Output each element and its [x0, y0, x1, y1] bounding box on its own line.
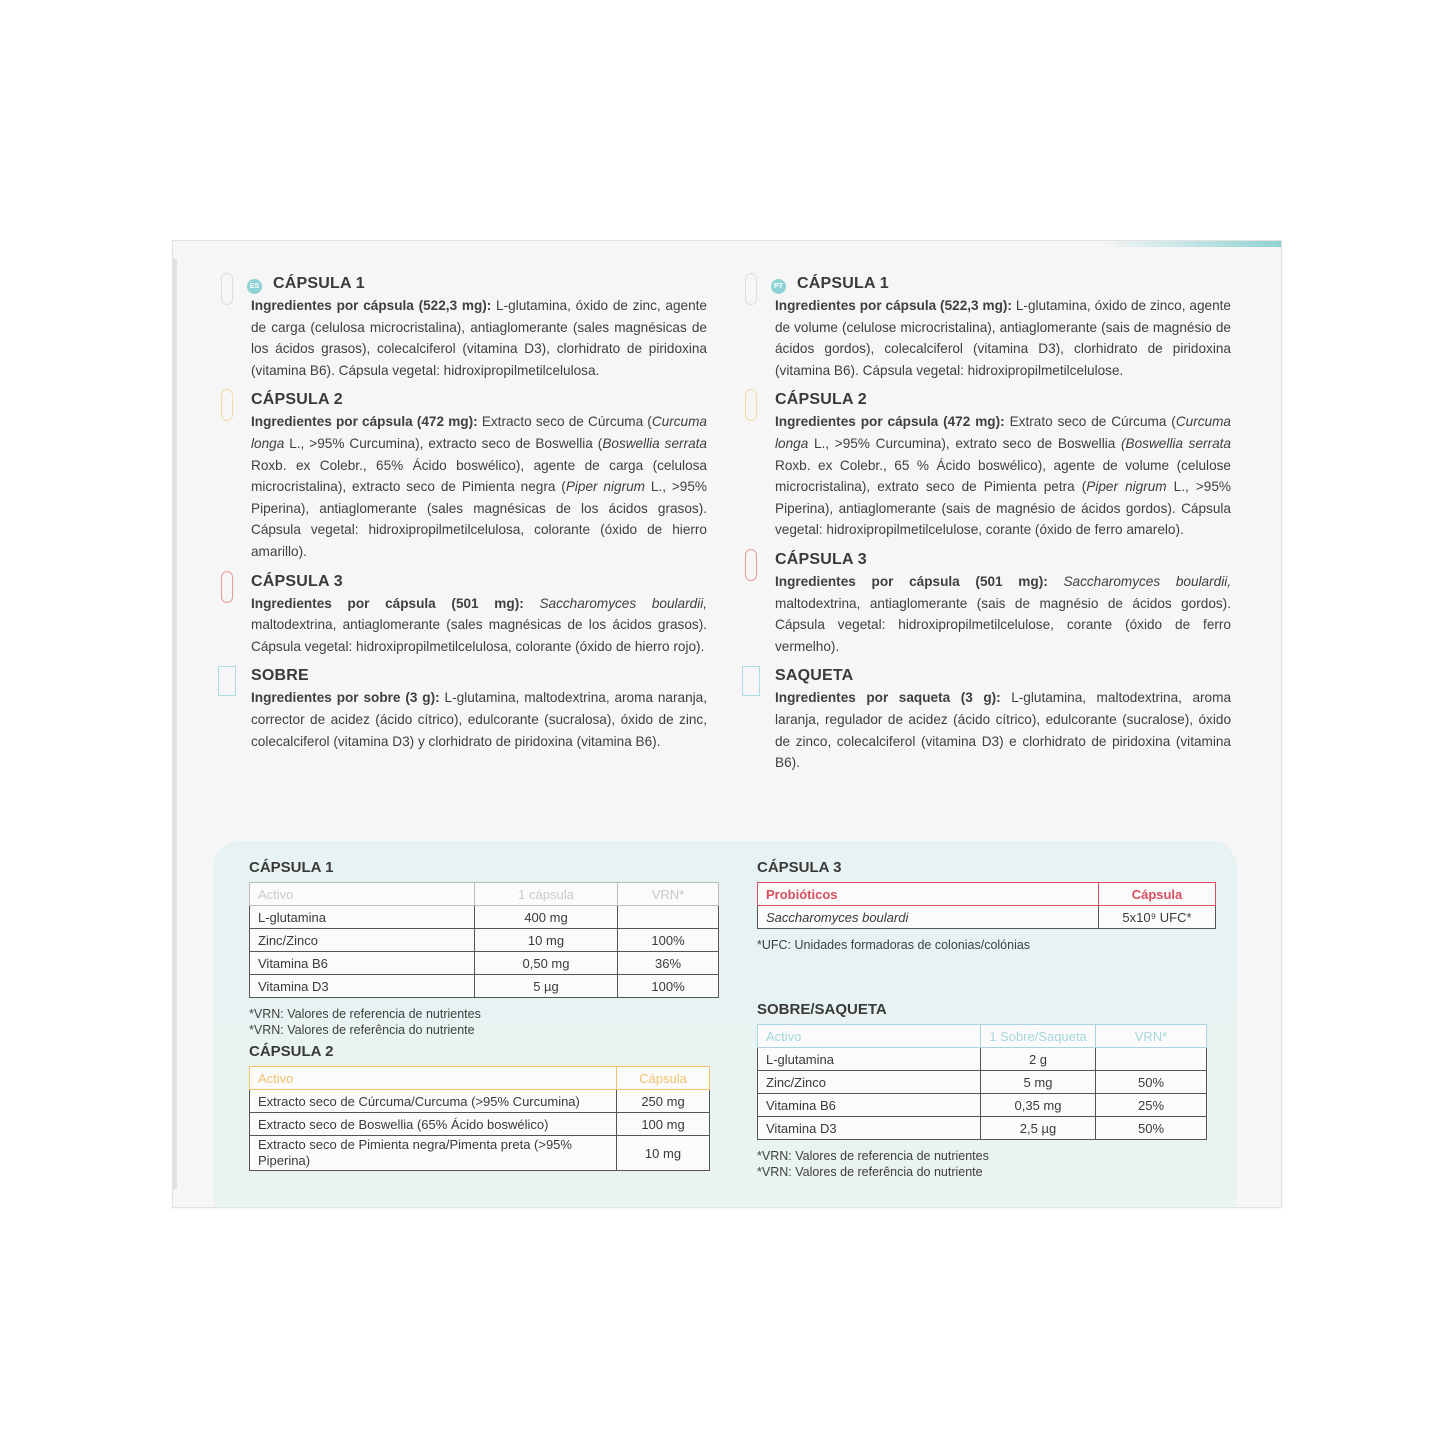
table-cell: Extracto seco de Pimienta negra/Pimenta preta (>95% Piperina) — [250, 1136, 617, 1171]
table-row — [250, 975, 719, 998]
table-row — [250, 906, 719, 929]
capsule-3-table-title: CÁPSULA 3 — [757, 859, 842, 876]
table-cell: 250 mg — [617, 1090, 710, 1113]
es-language-badge: ES — [247, 279, 262, 294]
table-row — [758, 1048, 1207, 1071]
table-header: Activo — [758, 1025, 981, 1048]
sachet-table — [757, 1024, 1207, 1140]
vrn-note — [249, 1006, 719, 1038]
table-cell: 2,5 µg — [981, 1117, 1096, 1140]
es-capsule-2-section — [251, 391, 707, 562]
vrn-note-es: *VRN: Valores de referencia de nutrientes — [757, 1149, 989, 1163]
table-cell: Saccharomyces boulardi — [758, 906, 1099, 929]
es-capsule-1-section — [251, 275, 707, 381]
table-row — [758, 906, 1216, 929]
es-capsule-1-ingredients: Ingredientes por cápsula (522,3 mg): L-glutamina, óxido de zinc, agente de carga (celulosa microcristalina), antiaglomerante (sales magnésicas de los ácidos grasos), colecalciferol (vitamina D3), clorhidrato de piridoxina (vitamina B6). Cápsula vegetal: hidroxipropilmetilcelulosa. — [251, 298, 707, 378]
table-cell: 0,35 mg — [981, 1094, 1096, 1117]
es-sachet-section — [251, 667, 707, 752]
table-header-row — [250, 883, 719, 906]
table-cell: 5 mg — [981, 1071, 1096, 1094]
es-capsule-3-section — [251, 573, 707, 658]
es-capsule-2-title: CÁPSULA 2 — [251, 391, 343, 409]
pt-capsule-3-section — [775, 551, 1231, 657]
table-row — [758, 1117, 1207, 1140]
table-row — [250, 929, 719, 952]
product-box-back — [172, 240, 1282, 1208]
table-header: 1 cápsula — [475, 883, 618, 906]
table-row — [250, 952, 719, 975]
capsule-1-table-title: CÁPSULA 1 — [249, 859, 334, 876]
es-capsule-3-ingredients: Ingredientes por cápsula (501 mg): Saccharomyces boulardii, maltodextrina, antiaglomerante (sales magnésicas de los ácidos grasos). Cápsula vegetal: hidroxipropilmetilcelulosa, colorante (óxido de hierro rojo). — [251, 595, 708, 654]
table-cell: Extracto seco de Boswellia (65% Ácido boswélico) — [250, 1113, 617, 1136]
pt-capsule-3-title: CÁPSULA 3 — [775, 550, 867, 568]
table-cell: Vitamina B6 — [250, 952, 475, 975]
es-capsule-3-title: CÁPSULA 3 — [251, 572, 343, 590]
table-cell: 100% — [618, 929, 719, 952]
es-capsule-2-ingredients: Ingredientes por cápsula (472 mg): Extracto seco de Cúrcuma (Curcuma longa L., >95% Curcumina), extracto seco de Boswellia (Boswellia serrata Roxb. ex Colebr., 65% Ácido boswélico), agente de carga (celulosa microcristalina), extracto seco de Pimienta negra (Piper nigrum L., >95% Piperina), antiaglomerante (sales magnésicas de los ácidos grasos). Cápsula vegetal: hidroxipropilmetilcelulosa, colorante (óxido de hierro amarillo). — [251, 414, 707, 559]
table-cell: Extracto seco de Cúrcuma/Curcuma (>95% Curcumina) — [250, 1090, 617, 1113]
capsule-1-table — [249, 882, 719, 998]
capsule-1-icon — [221, 273, 233, 305]
nutrition-panel — [213, 841, 1237, 1208]
table-header: Probióticos — [758, 883, 1099, 906]
pt-language-badge: PT — [771, 279, 786, 294]
vrn-note-pt: *VRN: Valores de referência do nutriente — [757, 1165, 983, 1179]
table-cell: L-glutamina — [250, 906, 475, 929]
capsule-3-table — [757, 882, 1216, 929]
table-cell — [1096, 1048, 1207, 1071]
pt-capsule-1-section — [775, 275, 1231, 381]
table-row — [758, 1071, 1207, 1094]
vrn-note — [757, 1148, 1207, 1180]
pt-capsule-2-title: CÁPSULA 2 — [775, 391, 867, 409]
table-cell: 0,50 mg — [475, 952, 618, 975]
table-cell: Zinc/Zinco — [758, 1071, 981, 1094]
es-sachet-ingredients: Ingredientes por sobre (3 g): L-glutamina, maltodextrina, aroma naranja, corrector de acidez (ácido cítrico), edulcorante (sucralosa), óxido de zinc, colecalciferol (vitamina D3) y clorhidrato de piridoxina (vitamina B6). — [251, 690, 707, 749]
table-header: VRN* — [618, 883, 719, 906]
table-row — [250, 1136, 710, 1171]
pt-capsule-2-section — [775, 391, 1231, 541]
capsule-3-icon — [221, 571, 233, 603]
vrn-note-pt: *VRN: Valores de referência do nutriente — [249, 1023, 475, 1037]
table-cell: 2 g — [981, 1048, 1096, 1071]
capsule-2-table — [249, 1066, 710, 1171]
table-cell: 50% — [1096, 1117, 1207, 1140]
pt-capsule-3-ingredients: Ingredientes por cápsula (501 mg): Saccharomyces boulardii, maltodextrina, antiaglomerante (sais de magnésio de ácidos gordos). Cápsula vegetal: hidroxipropilmetilcelulose, corante (óxido de ferro vermelho). — [775, 573, 1232, 654]
vrn-note-es: *VRN: Valores de referencia de nutrientes — [249, 1007, 481, 1021]
table-header: Activo — [250, 883, 475, 906]
sachet-icon — [742, 666, 760, 696]
spanish-column — [251, 275, 707, 762]
capsule-2-icon — [745, 389, 757, 421]
table-row — [758, 1094, 1207, 1117]
capsule-3-table-block — [757, 859, 1216, 953]
portuguese-column — [775, 275, 1231, 784]
capsule-3-icon — [745, 549, 757, 581]
capsule-2-table-block — [249, 1043, 710, 1171]
capsule-2-icon — [221, 389, 233, 421]
table-cell: Zinc/Zinco — [250, 929, 475, 952]
table-header-row — [758, 883, 1216, 906]
ufc-note: *UFC: Unidades formadoras de colonias/colónias — [757, 938, 1031, 952]
table-header-row — [250, 1067, 710, 1090]
box-edge — [173, 259, 177, 1189]
es-capsule-1-title: CÁPSULA 1 — [273, 275, 365, 292]
table-cell: 36% — [618, 952, 719, 975]
table-cell: 100% — [618, 975, 719, 998]
sachet-table-block — [757, 1001, 1207, 1180]
table-cell: 5 µg — [475, 975, 618, 998]
table-header: Cápsula — [1099, 883, 1216, 906]
table-cell: Vitamina D3 — [758, 1117, 981, 1140]
pt-capsule-1-title: CÁPSULA 1 — [797, 275, 889, 292]
table-cell: 100 mg — [617, 1113, 710, 1136]
table-cell: 5x10⁹ UFC* — [1099, 906, 1216, 929]
table-header: Cápsula — [617, 1067, 710, 1090]
table-header-row — [758, 1025, 1207, 1048]
table-row — [250, 1113, 710, 1136]
es-sachet-title: SOBRE — [251, 667, 309, 685]
capsule-1-icon — [745, 273, 757, 305]
pt-sachet-title: SAQUETA — [775, 667, 854, 685]
pt-capsule-2-ingredients: Ingredientes por cápsula (472 mg): Extrato seco de Cúrcuma (Curcuma longa L., >95% Curcumina), extrato seco de Boswellia (Boswellia serrata Roxb. ex Colebr., 65 % Ácido boswélico), agente de volume (celulose microcristalina), extrato seco de Pimienta petra (Piper nigrum L., >95% Piperina), antiaglomerante (sais de magnésio de ácidos gordos). Cápsula vegetal: hidroxipropilmetilcelulose, corante (óxido de ferro amarelo). — [775, 414, 1231, 538]
capsule-2-table-title: CÁPSULA 2 — [249, 1043, 334, 1060]
capsule-1-table-block — [249, 859, 719, 1038]
pt-sachet-ingredients: Ingredientes por saqueta (3 g): L-glutamina, maltodextrina, aroma laranja, regulador de acidez (ácido cítrico), edulcorante (sucralose), óxido de zinco, colecalciferol (vitamina D3) e clorhidrato de piridoxina (vitamina B6). — [775, 690, 1232, 771]
table-cell: 25% — [1096, 1094, 1207, 1117]
table-cell — [618, 906, 719, 929]
pt-sachet-section — [775, 667, 1231, 773]
table-row — [250, 1090, 710, 1113]
table-cell: 10 mg — [475, 929, 618, 952]
table-header: Activo — [250, 1067, 617, 1090]
table-cell: 10 mg — [617, 1136, 710, 1171]
pt-capsule-1-ingredients: Ingredientes por cápsula (522,3 mg): L-glutamina, óxido de zinco, agente de volume (celulose microcristalina), antiaglomerante (sais de magnésio de ácidos gordos), colecalciferol (vitamina D3), clorhidrato de piridoxina (vitamina B6). Cápsula vegetal: hidroxipropilmetilcelulose. — [775, 298, 1231, 378]
table-header: VRN* — [1096, 1025, 1207, 1048]
table-cell: 50% — [1096, 1071, 1207, 1094]
top-accent-stripe — [1101, 241, 1281, 247]
table-cell: Vitamina B6 — [758, 1094, 981, 1117]
sachet-table-title: SOBRE/SAQUETA — [757, 1001, 887, 1018]
table-header: 1 Sobre/Saqueta — [981, 1025, 1096, 1048]
table-cell: Vitamina D3 — [250, 975, 475, 998]
sachet-icon — [218, 666, 236, 696]
table-cell: 400 mg — [475, 906, 618, 929]
table-cell: L-glutamina — [758, 1048, 981, 1071]
